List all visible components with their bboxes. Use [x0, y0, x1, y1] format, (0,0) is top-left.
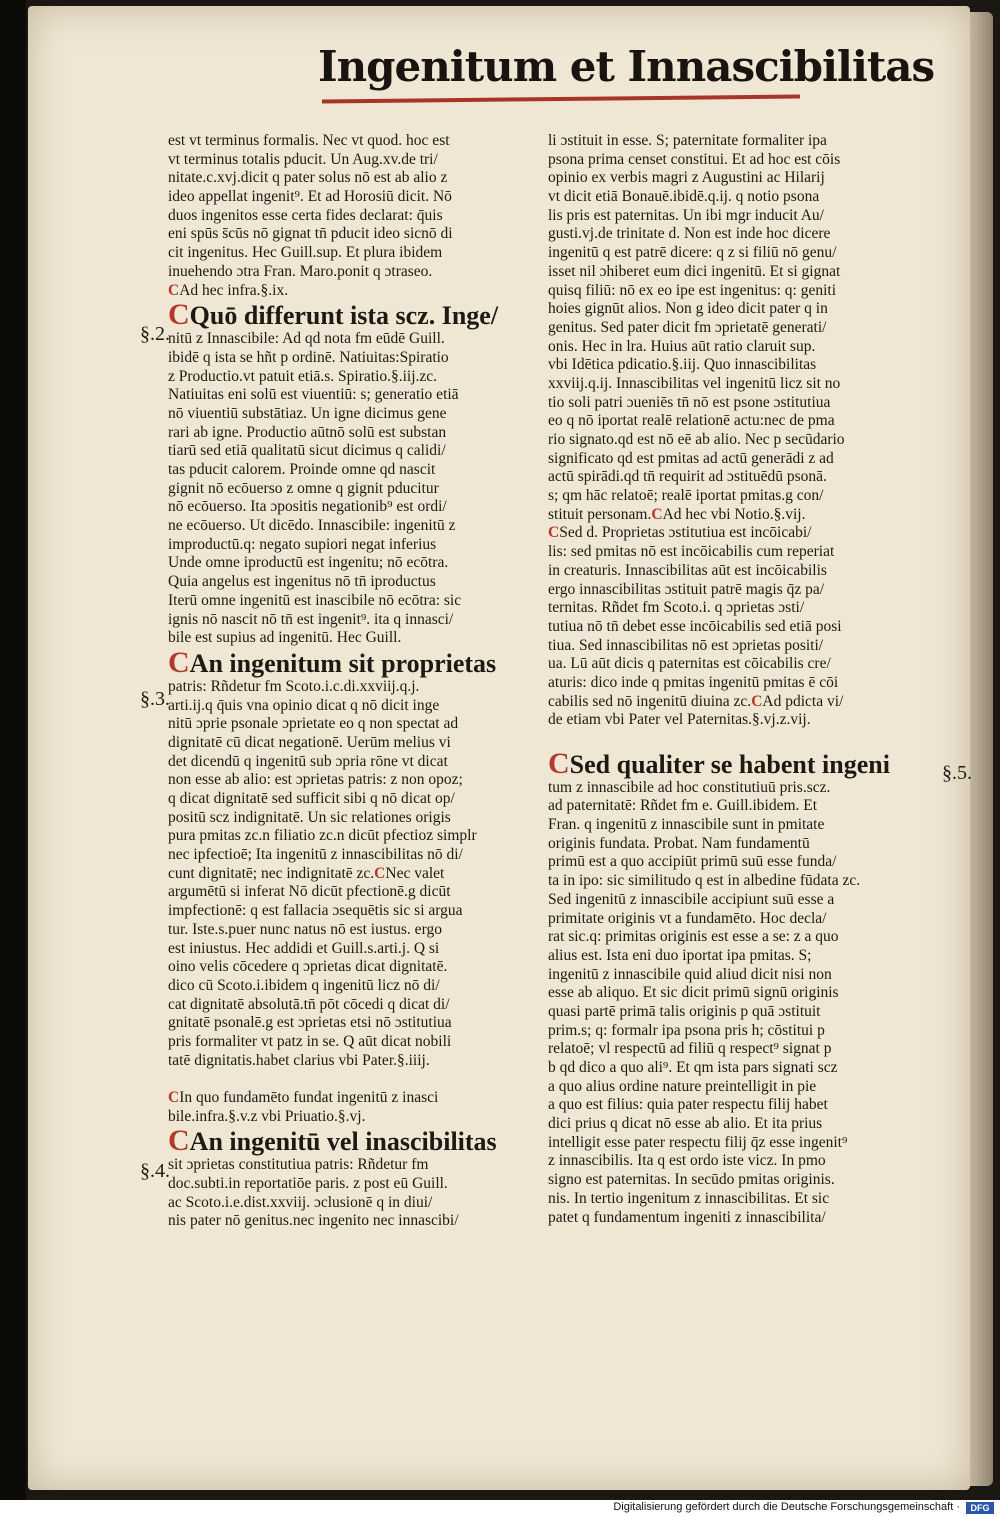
line-text: sit ɔprietas constitutiua patris: Rñdetur fm — [168, 1156, 429, 1174]
line-text: prim.s; q: formalr ipa psona pris h; cōstitui p — [548, 1021, 825, 1039]
section-mark: §.5. — [942, 762, 972, 784]
line-text: tatē dignitatis.habet clarius vbi Pater.§.iiij. — [168, 1051, 430, 1069]
text-line — [168, 573, 546, 592]
line-text: li ɔstituit in esse. S; paternitate formaliter ipa — [548, 132, 827, 149]
text-line — [168, 386, 546, 405]
text-line — [168, 368, 546, 387]
text-line — [168, 734, 546, 753]
text-line — [168, 1052, 546, 1071]
line-text: z Productio.vt patuit etiā.s. Spiratio.§.iij.zc. — [168, 367, 438, 385]
line-text: gignit nō ecōuerso z omne q gignit pducitur — [168, 479, 439, 497]
line-text: tutiua nō tn̄ debet esse incōicabilis sed etiā posi — [548, 617, 842, 635]
line-text: vt dicit etiā Bonauē.ibidē.q.ij. q notio psona — [548, 188, 820, 206]
text-line — [548, 891, 926, 910]
line-text: Unde omne iproductū est ingenitu; nō ecōtra. — [168, 554, 449, 572]
line-text: nō viuentiū substātiaz. Un igne dicimus gene — [168, 404, 447, 422]
text-line — [548, 966, 926, 985]
line-text: rio signato.qd est nō eē ab alio. Nec p secūdario — [548, 431, 845, 448]
line-text: Ad pdicta vi/ — [762, 692, 844, 710]
text-line — [168, 940, 546, 959]
text-line — [548, 797, 926, 816]
text-line — [168, 883, 546, 902]
line-text: tur. Iste.s.puer nunc natus nō est iustus. ergo — [168, 920, 442, 938]
line-text: stituit personam. — [548, 505, 652, 523]
text-line — [168, 263, 546, 282]
text-line — [168, 480, 546, 499]
text-line — [548, 1078, 926, 1097]
line-text: patris: Rñdetur fm Scoto.i.c.di.xxviij.q.j. — [168, 677, 420, 695]
line-text: Quia angelus est ingenitus nō tn̄ iproductus — [168, 573, 436, 591]
line-text: eo q nō iportat realē relationē actu:nec de pma — [548, 412, 835, 430]
text-line — [548, 151, 926, 170]
text-line — [168, 790, 546, 809]
text-line — [548, 375, 926, 394]
line-text: ingenitū q est patrē dicere: q z si filiū nō genu/ — [548, 244, 837, 262]
text-line — [168, 865, 546, 884]
line-text: improductū.q: negato supiori negat inferius — [168, 535, 437, 553]
pilcrow-mark: C — [168, 1126, 190, 1157]
line-text: xxviij.q.ij. Innascibilitas vel ingenitū licz sit no — [548, 374, 841, 392]
text-line — [548, 356, 926, 375]
text-line — [548, 225, 926, 244]
line-text: ignis nō nascit nō tn̄ est ingenit⁹. ita q innasci/ — [168, 610, 454, 628]
line-text: Quō differunt ista scz. Inge/ — [189, 301, 499, 331]
text-line — [548, 1022, 926, 1041]
line-text: q dicat dignitatē sed sufficit sibi q nō dicat op/ — [168, 790, 455, 807]
text-line — [168, 225, 546, 244]
line-text: tiarū sed etiā qualitatū sicut dicimus q calidi/ — [168, 442, 446, 460]
text-line — [548, 1190, 926, 1209]
line-text: nitate.c.xvj.dicit q pater solus nō est ab alio z — [168, 169, 448, 187]
section-heading-line — [168, 648, 546, 678]
dfg-logo: DFG — [966, 1502, 994, 1514]
line-text: originis fundata. Probat. Nam fundamentū — [548, 834, 810, 852]
text-line — [168, 349, 546, 368]
line-text: signo est paternitas. In secūdo pmitas originis. — [548, 1171, 835, 1189]
line-text: cat dignitatē absolutā.tn̄ pōt cōcedi q dicat di/ — [168, 995, 450, 1013]
line-text: cabilis sed nō ingenitū diuina zc. — [548, 692, 752, 710]
text-line — [168, 611, 546, 630]
text-line — [548, 282, 926, 301]
text-line — [548, 319, 926, 338]
text-line — [548, 730, 926, 749]
line-text: cit ingenitus. Hec Guill.sup. Et plura ibidem — [168, 244, 443, 262]
line-text: actū spirādi.qd tn̄ requirit ad ɔstituēdū psonā. — [548, 468, 827, 486]
line-text: aturis: dico inde q pmitas ingenitū pmitas ē cōi — [548, 673, 839, 691]
line-text: genitus. Sed pater dicit fm ɔprietatē generati/ — [548, 318, 827, 336]
line-text: lis pris est paternitas. Un ibi mgr inducit Au/ — [548, 206, 824, 224]
line-text: argumētū si inferat Nō dicūt pfectionē.g dicūt — [168, 883, 451, 901]
line-text: eni spūs s̄cūs nō gignat tn̄ pducit ideo sicnō di — [168, 225, 453, 243]
text-line — [548, 655, 926, 674]
text-line — [168, 1175, 546, 1194]
line-text: tum z innascibile ad hoc constitutiuū pris.scz. — [548, 778, 831, 796]
line-text: est vt terminus formalis. Nec vt quod. hoc est — [168, 132, 450, 149]
line-text: s; qm hāc relatoē; realē iportat pmitas.g con/ — [548, 487, 824, 505]
section-mark: §.4. — [140, 1160, 170, 1182]
line-text: An ingenitū vel inascibilitas — [189, 1127, 497, 1157]
line-text: relatoē; vl respectū ad filiū q respect⁹ signat p — [548, 1040, 832, 1058]
text-line — [168, 1194, 546, 1213]
text-line — [548, 581, 926, 600]
text-line — [548, 207, 926, 226]
line-text: ternitas. Rñdet fm Scoto.i. q ɔprietas ɔsti/ — [548, 599, 805, 617]
line-text: de etiam vbi Pater vel Paternitas.§.vj.z.vij. — [548, 711, 811, 729]
text-line — [548, 338, 926, 357]
text-line — [548, 506, 926, 525]
line-text: cunt dignitatē; nec indignitatē zc. — [168, 864, 375, 882]
line-text: positū scz indignitatē. Un sic relationes origis — [168, 808, 451, 826]
text-line — [168, 132, 546, 151]
text-line — [548, 394, 926, 413]
text-line — [548, 300, 926, 319]
line-text: Sed d. Proprietas ɔstitutiua est incōicabi/ — [559, 524, 812, 542]
line-text: Sed qualiter se habent ingeni — [569, 749, 890, 779]
line-text: non esse ab alio: est ɔprietas patris: z non opoz; — [168, 771, 463, 789]
line-text: duos ingenitos esse certa fides declarat: q̄uis — [168, 206, 443, 224]
line-text: b qd dico a quo ali⁹. Et qm ista pars signati scz — [548, 1059, 838, 1076]
pilcrow-mark: C — [548, 524, 560, 542]
section-mark: §.3. — [140, 688, 170, 710]
line-text: In quo fundamēto fundat ingenitū z inasci — [179, 1089, 439, 1106]
line-text: ergo innascibilitas ɔstituit patrē magis q̄z pa/ — [548, 580, 825, 598]
line-text: psona prima censet constitui. Et ad hoc est cōis — [548, 150, 841, 168]
text-line — [548, 1003, 926, 1022]
text-line — [548, 412, 926, 431]
text-line — [548, 599, 926, 618]
line-text: ne ecōuerso. Ut dicēdo. Innascibile: ingenitū z — [168, 517, 456, 535]
line-text: intelligit esse pater respectu filij q̄z esse ingenit⁹ — [548, 1133, 848, 1151]
line-text: nis. In tertio ingenitum z innascibilitas. Et sic — [548, 1189, 830, 1207]
line-text: Sed ingenitū z innascibile accipiunt suū esse a — [548, 890, 835, 908]
text-line — [548, 487, 926, 506]
text-line — [548, 562, 926, 581]
text-line — [168, 996, 546, 1015]
line-text: primū est a quo accipiūt primū suū esse funda/ — [548, 853, 837, 871]
line-text: tas pducit calorem. Proinde omne qd nascit — [168, 461, 436, 478]
line-text: patet q fundamentum ingeniti z innascibilita/ — [548, 1208, 826, 1226]
text-line — [168, 921, 546, 940]
line-text: Ad hec vbi Notio.§.vij. — [662, 505, 806, 523]
line-text: a quo est filius: quia pater respectu filij habet — [548, 1096, 828, 1114]
text-line — [548, 1059, 926, 1078]
text-line — [168, 461, 546, 480]
text-line — [168, 442, 546, 461]
line-text: alius est. Ista eni duo iportat ipa pmitas. S; — [548, 946, 812, 964]
line-text: arti.ij.q q̄uis vna opinio dicat q nō dicit inge — [168, 696, 440, 714]
line-text: onis. Hec in lra. Huius aūt ratio claruit sup. — [548, 337, 816, 355]
text-line — [168, 771, 546, 790]
text-line — [168, 902, 546, 921]
text-line — [168, 753, 546, 772]
line-text: bile est supius ad ingenitū. Hec Guill. — [168, 629, 402, 647]
pilcrow-mark: C — [751, 692, 763, 710]
text-line — [168, 517, 546, 536]
text-line — [168, 592, 546, 611]
text-line — [548, 524, 926, 543]
text-line — [548, 928, 926, 947]
text-line — [548, 169, 926, 188]
line-text: in creaturis. Innascibilitas aūt est incōicabilis — [548, 561, 827, 579]
line-text: pris formaliter vt patz in se. Q aūt dicat nobili — [168, 1032, 452, 1050]
text-column-right — [548, 132, 926, 1227]
text-line — [168, 1089, 546, 1108]
section-heading-line — [168, 300, 546, 330]
text-line — [168, 827, 546, 846]
text-line — [168, 282, 546, 301]
text-line — [168, 678, 546, 697]
text-line — [548, 910, 926, 929]
text-line — [168, 1156, 546, 1175]
text-line — [168, 809, 546, 828]
line-text: Ad hec infra.§.ix. — [179, 281, 289, 299]
text-line — [548, 618, 926, 637]
text-line — [168, 424, 546, 443]
text-line — [548, 984, 926, 1003]
line-text: dici prius q dicat nō esse ab alio. Et ita prius — [548, 1115, 823, 1133]
line-text: quisq filiū: nō ex eo ipe est ingenitus: q: geniti — [548, 281, 837, 299]
line-text: dignitatē cū dicat negationē. Uerūm melius vi — [168, 733, 451, 751]
line-text: quasi partē primā talis originis p quā ɔstituit — [548, 1002, 821, 1020]
line-text: gusti.vj.de trinitate d. Non est inde hoc dicere — [548, 225, 831, 243]
text-line — [168, 1014, 546, 1033]
line-text: hoies gignūt alios. Non g ideo dicit pater q in — [548, 300, 828, 318]
line-text: pura pmitas zc.n filiatio zc.n dicūt pfectioz simplr — [168, 827, 477, 845]
pilcrow-mark: C — [374, 864, 386, 882]
text-line — [168, 207, 546, 226]
line-text: dico cū Scoto.i.ibidem q ingenitū licz nō di/ — [168, 976, 440, 994]
text-line — [168, 1033, 546, 1052]
line-text: gnitatē psonalē.g est ɔprietas etsi nō ɔstitutiua — [168, 1014, 452, 1032]
text-line — [548, 450, 926, 469]
line-text: vt terminus totalis pducit. Un Aug.xv.de tri/ — [168, 150, 438, 168]
line-text: z innascibilis. Ita q est ordo iste vicz. In pmo — [548, 1152, 826, 1170]
text-line — [168, 151, 546, 170]
line-text: lis: sed pmitas nō est incōicabilis cum reperiat — [548, 543, 835, 561]
text-line — [548, 1115, 926, 1134]
line-text: vbi Idētica pdicatio.§.iij. Quo innascibilitas — [548, 356, 817, 374]
text-line — [548, 132, 926, 151]
line-text: nis pater nō genitus.nec ingenito nec innascibi/ — [168, 1212, 459, 1230]
pilcrow-mark: C — [651, 505, 663, 523]
line-text: det dicendū q ingenitū sub ɔpria rōne vt dicat — [168, 752, 448, 770]
pilcrow-mark: C — [168, 647, 190, 678]
line-text: ingenitū z innascibile quid aliud dicit nisi non — [548, 965, 832, 983]
line-text: tiua. Sed innascibilitas nō est ɔprietas positi/ — [548, 636, 824, 654]
line-text: significato qd est pmitas ad actū generādi z ad — [548, 449, 834, 467]
line-text: ua. Lū aūt dicis q paternitas est cōicabilis cre/ — [548, 655, 831, 673]
section-heading-line — [168, 1126, 546, 1156]
section-heading-line — [548, 749, 926, 779]
text-line — [168, 629, 546, 648]
line-text: inuehendo ɔtra Fran. Maro.ponit q ɔtraseo. — [168, 262, 433, 280]
text-line — [548, 1134, 926, 1153]
line-text: Iterū omne ingenitū est inascibile nō ecōtra: sic — [168, 591, 462, 609]
line-text: nō ecōuerso. Ita ɔpositis negationib⁹ est ordi/ — [168, 498, 447, 516]
text-line — [548, 872, 926, 891]
text-line — [168, 846, 546, 865]
book-gutter — [0, 0, 26, 1500]
text-line — [168, 169, 546, 188]
text-column-left — [168, 132, 546, 1231]
text-line — [548, 693, 926, 712]
text-line — [168, 697, 546, 716]
line-text: ibidē q ista se hñt p ordinē. Natiuitas:Spiratio — [168, 348, 449, 366]
text-line — [548, 674, 926, 693]
text-line — [548, 1152, 926, 1171]
line-text: ta in ipo: sic similitudo q est in albedine fūdata zc. — [548, 872, 861, 890]
text-line — [548, 637, 926, 656]
line-text: ac Scoto.i.e.dist.xxviij. ɔclusionē q in diui/ — [168, 1193, 433, 1211]
text-line — [168, 244, 546, 263]
line-text: tio soli patri ɔueniēs tn̄ nō est psone ɔstitutiua — [548, 393, 831, 411]
line-text: est iniustus. Hec addidi et Guill.s.arti.j. Q si — [168, 939, 440, 957]
line-text: esse ab aliquo. Et sic dicit primū signū originis — [548, 984, 839, 1002]
section-mark: §.2. — [140, 323, 170, 345]
text-line — [168, 1070, 546, 1089]
text-line — [168, 188, 546, 207]
line-text: a quo alius ordine nature preintelligit in pie — [548, 1077, 817, 1095]
line-text: isset nil ɔhiberet eum dici ingenitū. Et si gignat — [548, 262, 841, 280]
running-header: Ingenitum et Innascibilitas — [318, 42, 935, 91]
text-line — [548, 188, 926, 207]
text-line — [548, 431, 926, 450]
line-text: nec ipfectioē; Ita ingenitū z innascibilitas nō di/ — [168, 846, 463, 864]
line-text: doc.subti.in reportatiōe paris. z post eū Guill. — [168, 1175, 448, 1193]
line-text: nitū ɔprie psonale ɔprietate eo q non spectat ad — [168, 715, 459, 733]
text-line — [548, 244, 926, 263]
line-text: Fran. q ingenitū z innascibile sunt in pmitate — [548, 816, 825, 834]
line-text: rari ab igne. Productio aūtnō solū est substan — [168, 423, 447, 441]
line-text: Natiuitas eni solū est viuentiū: s; generatio etiā — [168, 386, 459, 404]
text-line — [548, 835, 926, 854]
text-line — [168, 958, 546, 977]
line-text: bile.infra.§.v.z vbi Priuatio.§.vj. — [168, 1107, 366, 1125]
text-line — [168, 977, 546, 996]
text-line — [548, 263, 926, 282]
text-line — [168, 554, 546, 573]
line-text: An ingenitum sit proprietas — [189, 648, 497, 678]
line-text: impfectionē: q est fallacia ɔsequētis sic si argua — [168, 902, 463, 920]
text-line — [548, 1096, 926, 1115]
text-line — [548, 1040, 926, 1059]
pilcrow-mark: C — [168, 281, 180, 299]
text-line — [168, 330, 546, 349]
text-line — [548, 1209, 926, 1228]
text-line — [548, 468, 926, 487]
text-line — [168, 1108, 546, 1127]
line-text: opinio ex verbis magri z Augustini ac Hilarij — [548, 169, 825, 187]
pilcrow-mark: C — [168, 300, 190, 331]
text-line — [168, 715, 546, 734]
text-line — [548, 853, 926, 872]
funding-notice: Digitalisierung gefördert durch die Deutsche Forschungsgemeinschaft · — [613, 1501, 960, 1513]
text-line — [548, 543, 926, 562]
line-text: primitate originis vt a fundamēto. Hoc decla/ — [548, 909, 827, 927]
line-text: rat sic.q: primitas originis est esse a se: z a quo — [548, 928, 839, 946]
pilcrow-mark: C — [168, 1089, 180, 1106]
line-text: ideo appellat ingenit⁹. Et ad Horosiū dicit. Nō — [168, 188, 452, 206]
line-text: Nec valet — [385, 864, 445, 882]
text-line — [168, 498, 546, 517]
text-line — [548, 1171, 926, 1190]
text-line — [548, 711, 926, 730]
line-text: ad paternitatē: Rñdet fm e. Guill.ibidem. Et — [548, 797, 818, 815]
text-line — [548, 816, 926, 835]
pilcrow-mark: C — [548, 748, 570, 779]
line-text: nitū z Innascibile: Ad qd nota fm eūdē Guill. — [168, 330, 445, 348]
text-line — [168, 536, 546, 555]
text-line — [548, 947, 926, 966]
text-line — [168, 405, 546, 424]
line-text: oino velis cōcedere q ɔprietas dicat dignitatē. — [168, 958, 448, 976]
footer-bar — [0, 1500, 1000, 1517]
text-line — [168, 1212, 546, 1231]
text-line — [548, 779, 926, 798]
